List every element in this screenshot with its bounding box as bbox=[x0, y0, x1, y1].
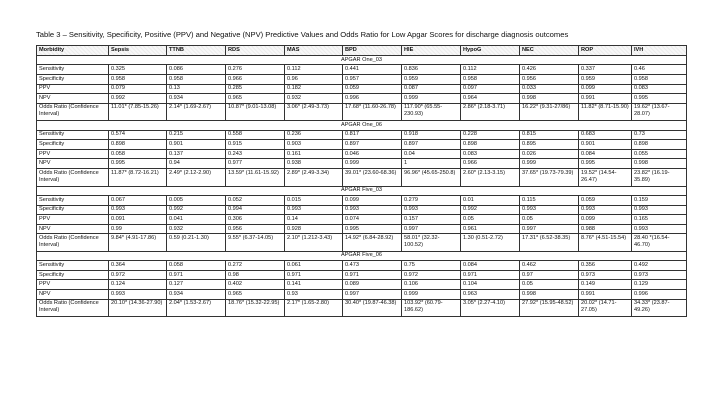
table-cell: 0.061 bbox=[285, 261, 343, 271]
table-cell: 11.87* (8.72-16.21) bbox=[109, 169, 167, 187]
table-cell: 0.993 bbox=[579, 205, 632, 215]
table-cell: 0.991 bbox=[579, 94, 632, 104]
section-row bbox=[37, 121, 687, 130]
table-cell: 0.089 bbox=[343, 280, 402, 290]
table-cell: 0.915 bbox=[226, 140, 285, 150]
table-cell: 0.997 bbox=[343, 289, 402, 299]
row-label: Odds Ratio (Confidence Interval) bbox=[37, 103, 109, 121]
table-cell: 2.49* (2.12-2.90) bbox=[167, 169, 226, 187]
table-cell: 0.932 bbox=[167, 224, 226, 234]
table-cell: 1.30 (0.51-2.72) bbox=[461, 234, 520, 252]
table-cell: 0.996 bbox=[632, 289, 687, 299]
table-cell: 96.96* (45.65-250.8) bbox=[402, 169, 461, 187]
table-cell: 0.182 bbox=[285, 84, 343, 94]
table-cell: 0.337 bbox=[579, 65, 632, 75]
table-cell: 16.22* (9.31-27/86) bbox=[520, 103, 579, 121]
table-cell: 0.026 bbox=[520, 149, 579, 159]
table-row bbox=[37, 261, 687, 271]
table-cell: 0.934 bbox=[167, 94, 226, 104]
table-cell: 0.079 bbox=[109, 84, 167, 94]
table-cell: 0.015 bbox=[285, 195, 343, 205]
table-cell: 0.005 bbox=[167, 195, 226, 205]
row-label: Specificity bbox=[37, 205, 109, 215]
table-cell: 0.276 bbox=[226, 65, 285, 75]
table-cell: 0.04 bbox=[402, 149, 461, 159]
table-cell: 0.574 bbox=[109, 130, 167, 140]
table-cell: 0.243 bbox=[226, 149, 285, 159]
table-cell: 0.084 bbox=[579, 149, 632, 159]
table-cell: 0.957 bbox=[343, 74, 402, 84]
table-cell: 0.93 bbox=[285, 289, 343, 299]
table-cell: 0.971 bbox=[285, 270, 343, 280]
column-header: TTNB bbox=[167, 46, 226, 56]
table-cell: 0.895 bbox=[520, 140, 579, 150]
table-cell: 0.091 bbox=[109, 215, 167, 225]
table-cell: 0.13 bbox=[167, 84, 226, 94]
table-cell: 0.683 bbox=[579, 130, 632, 140]
row-label: Specificity bbox=[37, 270, 109, 280]
table-cell: 0.993 bbox=[109, 205, 167, 215]
table-cell: 19.62* (13.67-28.07) bbox=[632, 103, 687, 121]
table-cell: 0.157 bbox=[402, 215, 461, 225]
table-cell: 20.02* (14.71-27.05) bbox=[579, 299, 632, 317]
table-cell: 0.099 bbox=[343, 195, 402, 205]
table-cell: 0.997 bbox=[402, 224, 461, 234]
table-cell: 0.159 bbox=[632, 195, 687, 205]
table-cell: 0.973 bbox=[579, 270, 632, 280]
table-cell: 9.84* (4.91-17.86) bbox=[109, 234, 167, 252]
table-cell: 9.55* (6.37-14.05) bbox=[226, 234, 285, 252]
table-caption: Table 3 – Sensitivity, Specificity, Positive (PPV) and Negative (NPV) Predictive Values and Odds Ratio for Low Apgar Scores for discharge diagnosis outcomes bbox=[36, 30, 569, 39]
table-cell: 0.997 bbox=[520, 224, 579, 234]
table-cell: 0.998 bbox=[520, 289, 579, 299]
table-cell: 0.928 bbox=[285, 224, 343, 234]
table-cell: 0.956 bbox=[520, 74, 579, 84]
table-cell: 0.998 bbox=[520, 94, 579, 104]
table-cell: 27.92* (15.95-48.52) bbox=[520, 299, 579, 317]
table-cell: 11.01* (7.85-15.26) bbox=[109, 103, 167, 121]
table-cell: 0.058 bbox=[109, 149, 167, 159]
table-cell: 0.995 bbox=[109, 159, 167, 169]
table-cell: 0.129 bbox=[632, 280, 687, 290]
table-cell: 0.462 bbox=[520, 261, 579, 271]
table-cell: 0.998 bbox=[632, 159, 687, 169]
table-cell: 0.325 bbox=[109, 65, 167, 75]
table-cell: 2.17* (1.65-2.80) bbox=[285, 299, 343, 317]
table-cell: 3.06* (2.49-3.73) bbox=[285, 103, 343, 121]
section-row bbox=[37, 251, 687, 260]
table-cell: 0.988 bbox=[579, 224, 632, 234]
table-cell: 0.958 bbox=[632, 74, 687, 84]
table-cell: 0.097 bbox=[461, 84, 520, 94]
table-cell: 2.89* (2.49-3.34) bbox=[285, 169, 343, 187]
table-row bbox=[37, 195, 687, 205]
table-cell: 0.106 bbox=[402, 280, 461, 290]
table-cell: 0.898 bbox=[109, 140, 167, 150]
table-cell: 0.285 bbox=[226, 84, 285, 94]
table-cell: 0.993 bbox=[343, 205, 402, 215]
table-cell: 0.05 bbox=[520, 215, 579, 225]
table-cell: 0.965 bbox=[226, 289, 285, 299]
table-cell: 58.01* (32.32-100.52) bbox=[402, 234, 461, 252]
table-cell: 0.817 bbox=[343, 130, 402, 140]
row-label: Sensitivity bbox=[37, 130, 109, 140]
table-cell: 0.938 bbox=[285, 159, 343, 169]
table-row bbox=[37, 205, 687, 215]
table-cell: 0.96 bbox=[285, 74, 343, 84]
table-cell: 10.87* (9.01-13.08) bbox=[226, 103, 285, 121]
row-label: Sensitivity bbox=[37, 261, 109, 271]
row-label: Odds Ratio (Confidence Interval) bbox=[37, 299, 109, 317]
table-row bbox=[37, 169, 687, 187]
table-cell: 103.92* (60.79-186.62) bbox=[402, 299, 461, 317]
table-cell: 1 bbox=[402, 159, 461, 169]
table-cell: 0.98 bbox=[226, 270, 285, 280]
table-row bbox=[37, 289, 687, 299]
table-cell: 0.897 bbox=[402, 140, 461, 150]
table-cell: 2.10* (1.212-3.43) bbox=[285, 234, 343, 252]
table-cell: 0.999 bbox=[402, 289, 461, 299]
table-cell: 0.897 bbox=[343, 140, 402, 150]
table-cell: 0.426 bbox=[520, 65, 579, 75]
table-cell: 2.86* (2.18-3.71) bbox=[461, 103, 520, 121]
table-cell: 0.074 bbox=[343, 215, 402, 225]
table-cell: 0.99 bbox=[109, 224, 167, 234]
table-cell: 2.60* (2.13-3.15) bbox=[461, 169, 520, 187]
table-cell: 0.971 bbox=[343, 270, 402, 280]
row-label: PPV bbox=[37, 84, 109, 94]
table-cell: 0.441 bbox=[343, 65, 402, 75]
table-cell: 8.76* (4.51-15.54) bbox=[579, 234, 632, 252]
table-cell: 0.999 bbox=[520, 159, 579, 169]
column-header: HypoG bbox=[461, 46, 520, 56]
table-row bbox=[37, 84, 687, 94]
table-row bbox=[37, 103, 687, 121]
table-cell: 0.115 bbox=[520, 195, 579, 205]
table-cell: 0.966 bbox=[461, 159, 520, 169]
table-cell: 0.898 bbox=[461, 140, 520, 150]
table-cell: 0.272 bbox=[226, 261, 285, 271]
table-cell: 0.932 bbox=[285, 94, 343, 104]
table-cell: 0.993 bbox=[520, 205, 579, 215]
table-cell: 0.492 bbox=[632, 261, 687, 271]
section-row bbox=[37, 56, 687, 65]
table-cell: 0.977 bbox=[226, 159, 285, 169]
column-header: MAS bbox=[285, 46, 343, 56]
table-cell: 0.364 bbox=[109, 261, 167, 271]
table-cell: 0.73 bbox=[632, 130, 687, 140]
table-body bbox=[37, 56, 687, 317]
table-cell: 0.052 bbox=[226, 195, 285, 205]
table-cell: 0.558 bbox=[226, 130, 285, 140]
table-cell: 0.973 bbox=[632, 270, 687, 280]
table-cell: 34.33* (23.87-49.26) bbox=[632, 299, 687, 317]
table-cell: 0.966 bbox=[226, 74, 285, 84]
table-cell: 0.903 bbox=[285, 140, 343, 150]
table-cell: 0.999 bbox=[402, 94, 461, 104]
table-cell: 0.124 bbox=[109, 280, 167, 290]
table-cell: 0.898 bbox=[632, 140, 687, 150]
table-cell: 0.971 bbox=[461, 270, 520, 280]
table-cell: 0.01 bbox=[461, 195, 520, 205]
table-cell: 0.112 bbox=[285, 65, 343, 75]
table-cell: 0.918 bbox=[402, 130, 461, 140]
table-cell: 0.97 bbox=[520, 270, 579, 280]
section-row bbox=[37, 186, 687, 195]
table-cell: 0.46 bbox=[632, 65, 687, 75]
table-cell: 0.972 bbox=[109, 270, 167, 280]
table-cell: 19.52* (14.54-26.47) bbox=[579, 169, 632, 187]
table-cell: 0.971 bbox=[167, 270, 226, 280]
table-cell: 0.901 bbox=[579, 140, 632, 150]
table-cell: 0.228 bbox=[461, 130, 520, 140]
column-header: IVH bbox=[632, 46, 687, 56]
column-header: NEC bbox=[520, 46, 579, 56]
table-cell: 0.086 bbox=[167, 65, 226, 75]
row-label: Odds Ratio (Confidence Interval) bbox=[37, 169, 109, 187]
table-row bbox=[37, 299, 687, 317]
table-cell: 28.40 *(16.54-46.70) bbox=[632, 234, 687, 252]
table-cell: 0.836 bbox=[402, 65, 461, 75]
table-row bbox=[37, 234, 687, 252]
table-row bbox=[37, 130, 687, 140]
row-label: Odds Ratio (Confidence Interval) bbox=[37, 234, 109, 252]
table-cell: 0.959 bbox=[579, 74, 632, 84]
table-cell: 0.084 bbox=[461, 261, 520, 271]
row-label: Sensitivity bbox=[37, 65, 109, 75]
row-label: Specificity bbox=[37, 140, 109, 150]
table-cell: 0.402 bbox=[226, 280, 285, 290]
section-title: APGAR One_06 bbox=[37, 121, 687, 130]
row-label: NPV bbox=[37, 289, 109, 299]
table-cell: 0.059 bbox=[343, 84, 402, 94]
table-cell: 0.992 bbox=[167, 205, 226, 215]
table-cell: 0.934 bbox=[167, 289, 226, 299]
table-cell: 0.901 bbox=[167, 140, 226, 150]
table-cell: 2.04* (1.53-2.67) bbox=[167, 299, 226, 317]
table-cell: 0.046 bbox=[343, 149, 402, 159]
table-row bbox=[37, 140, 687, 150]
table-cell: 0.965 bbox=[226, 94, 285, 104]
table-cell: 0.055 bbox=[632, 149, 687, 159]
table-cell: 0.958 bbox=[167, 74, 226, 84]
column-header: ROP bbox=[579, 46, 632, 56]
table-cell: 0.083 bbox=[632, 84, 687, 94]
table-cell: 0.05 bbox=[520, 280, 579, 290]
table-cell: 0.993 bbox=[402, 205, 461, 215]
table-cell: 0.141 bbox=[285, 280, 343, 290]
table-row bbox=[37, 65, 687, 75]
table-cell: 30.40* (19.87-46.38) bbox=[343, 299, 402, 317]
header-row bbox=[37, 46, 687, 56]
table-cell: 17.68* (11.60-26.78) bbox=[343, 103, 402, 121]
table-row bbox=[37, 159, 687, 169]
column-header: Morbidity bbox=[37, 46, 109, 56]
table-cell: 0.956 bbox=[226, 224, 285, 234]
table-cell: 20.10* (14.36-27.90) bbox=[109, 299, 167, 317]
table-cell: 0.992 bbox=[109, 94, 167, 104]
table-cell: 0.94 bbox=[167, 159, 226, 169]
table-cell: 0.993 bbox=[632, 224, 687, 234]
table-cell: 0.995 bbox=[343, 224, 402, 234]
column-header: Sepsis bbox=[109, 46, 167, 56]
table-cell: 0.473 bbox=[343, 261, 402, 271]
table-cell: 0.112 bbox=[461, 65, 520, 75]
table-cell: 0.127 bbox=[167, 280, 226, 290]
table-row bbox=[37, 215, 687, 225]
column-header: HIE bbox=[402, 46, 461, 56]
table-row bbox=[37, 270, 687, 280]
table-cell: 0.994 bbox=[226, 205, 285, 215]
table-cell: 14.92* (6.84-28.92) bbox=[343, 234, 402, 252]
table-cell: 0.961 bbox=[461, 224, 520, 234]
table-cell: 0.058 bbox=[167, 261, 226, 271]
row-label: Sensitivity bbox=[37, 195, 109, 205]
row-label: NPV bbox=[37, 94, 109, 104]
table-cell: 0.958 bbox=[109, 74, 167, 84]
table-cell: 0.05 bbox=[461, 215, 520, 225]
column-header: RDS bbox=[226, 46, 285, 56]
table-cell: 0.099 bbox=[579, 84, 632, 94]
table-cell: 0.236 bbox=[285, 130, 343, 140]
table-cell: 0.215 bbox=[167, 130, 226, 140]
table-cell: 18.76* (15.32-22.95) bbox=[226, 299, 285, 317]
table-cell: 0.993 bbox=[109, 289, 167, 299]
table-cell: 0.087 bbox=[402, 84, 461, 94]
table-cell: 0.972 bbox=[402, 270, 461, 280]
table-cell: 0.995 bbox=[579, 159, 632, 169]
table-cell: 0.059 bbox=[579, 195, 632, 205]
table-cell: 37.65* (19.73-79.39) bbox=[520, 169, 579, 187]
row-label: PPV bbox=[37, 215, 109, 225]
table-cell: 117.90* (65.55-230.93) bbox=[402, 103, 461, 121]
row-label: PPV bbox=[37, 280, 109, 290]
section-title: APGAR One_03 bbox=[37, 56, 687, 65]
table-cell: 23.82* (16.19-35.89) bbox=[632, 169, 687, 187]
table-cell: 3.05* (2.27-4.10) bbox=[461, 299, 520, 317]
results-table bbox=[36, 45, 687, 317]
table-cell: 0.992 bbox=[461, 205, 520, 215]
table-cell: 0.161 bbox=[285, 149, 343, 159]
table-cell: 0.356 bbox=[579, 261, 632, 271]
section-title: APGAR Five_03 bbox=[37, 186, 687, 195]
table-cell: 0.104 bbox=[461, 280, 520, 290]
table-cell: 39.01* (23.60-68.36) bbox=[343, 169, 402, 187]
table-cell: 0.991 bbox=[579, 289, 632, 299]
table-cell: 0.067 bbox=[109, 195, 167, 205]
table-cell: 0.993 bbox=[632, 205, 687, 215]
table-cell: 0.959 bbox=[402, 74, 461, 84]
table-cell: 0.041 bbox=[167, 215, 226, 225]
table-cell: 0.993 bbox=[285, 205, 343, 215]
table-row bbox=[37, 224, 687, 234]
row-label: NPV bbox=[37, 224, 109, 234]
table-cell: 0.083 bbox=[461, 149, 520, 159]
table-cell: 0.963 bbox=[461, 289, 520, 299]
table-cell: 0.964 bbox=[461, 94, 520, 104]
row-label: NPV bbox=[37, 159, 109, 169]
table-cell: 0.75 bbox=[402, 261, 461, 271]
table-cell: 0.279 bbox=[402, 195, 461, 205]
table-cell: 0.815 bbox=[520, 130, 579, 140]
column-header: BPD bbox=[343, 46, 402, 56]
table-cell: 0.137 bbox=[167, 149, 226, 159]
table-cell: 13.59* (11.61-15.92) bbox=[226, 169, 285, 187]
table-cell: 0.099 bbox=[579, 215, 632, 225]
table-cell: 11.82* (8.71-15.90) bbox=[579, 103, 632, 121]
table-cell: 0.999 bbox=[343, 159, 402, 169]
table-cell: 0.165 bbox=[632, 215, 687, 225]
table-cell: 0.995 bbox=[632, 94, 687, 104]
row-label: PPV bbox=[37, 149, 109, 159]
table-cell: 0.59 (0.21-1.30) bbox=[167, 234, 226, 252]
section-title: APGAR Five_06 bbox=[37, 251, 687, 260]
table-row bbox=[37, 94, 687, 104]
table-cell: 17.31* (6.52-38.35) bbox=[520, 234, 579, 252]
table-cell: 0.306 bbox=[226, 215, 285, 225]
table-cell: 2.14* (1.69-2.67) bbox=[167, 103, 226, 121]
row-label: Specificity bbox=[37, 74, 109, 84]
table-row bbox=[37, 280, 687, 290]
table-cell: 0.14 bbox=[285, 215, 343, 225]
table-cell: 0.033 bbox=[520, 84, 579, 94]
table-row bbox=[37, 149, 687, 159]
table-cell: 0.996 bbox=[343, 94, 402, 104]
table-row bbox=[37, 74, 687, 84]
table-cell: 0.958 bbox=[461, 74, 520, 84]
table-cell: 0.149 bbox=[579, 280, 632, 290]
